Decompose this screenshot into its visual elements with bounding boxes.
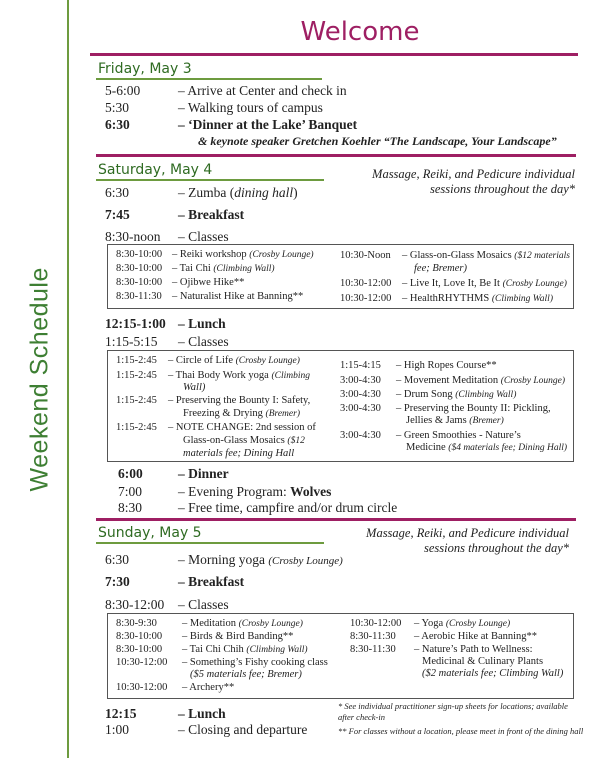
saturday-box2_left-2-it2: (Bremer)	[265, 409, 300, 419]
saturday-box2_left-3-text2: Glass-on-Glass Mosaics	[183, 435, 285, 446]
saturday-box1_left-0-it: (Crosby Lounge)	[249, 250, 314, 260]
schedule-entry	[105, 552, 343, 568]
schedule-entry	[340, 403, 551, 416]
schedule-entry	[116, 277, 244, 290]
saturday-box1_right-2-time: 10:30-12:00	[340, 293, 392, 304]
saturday-box2_left-3-it2: ($12	[287, 436, 305, 446]
saturday-box1_left-2-time: 8:30-10:00	[116, 277, 163, 288]
saturday-box1_left-1-text: – Tai Chi	[172, 263, 211, 274]
saturday-box2_right-1-it: (Crosby Lounge)	[500, 376, 565, 386]
sunday-box_left-0-it: (Crosby Lounge)	[238, 619, 303, 629]
schedule-entry	[406, 442, 567, 455]
saturday-box1_left-1-it: (Climbing Wall)	[213, 264, 275, 274]
saturday-r7-time: 7:00	[118, 484, 143, 499]
saturday-r3-text: – Classes	[178, 229, 229, 244]
sunday-r3-text: – Classes	[178, 597, 229, 612]
footnote-2: ** For classes without a location, please meet in front of the dining hall	[338, 726, 584, 736]
schedule-entry	[118, 466, 229, 482]
saturday-box2_right-1-time: 3:00-4:30	[340, 375, 381, 386]
sunday-box_left-2-time: 8:30-10:00	[116, 644, 163, 655]
schedule-entry	[183, 435, 305, 448]
saturday-box2_right-2-text: – Drum Song	[396, 389, 453, 400]
sidebar-title: Weekend Schedule	[25, 267, 54, 492]
saturday-rule	[96, 179, 324, 181]
friday-rows-1-text: – Walking tours of campus	[178, 100, 323, 115]
saturday-box1_left-0-text: – Reiki workshop	[172, 249, 247, 260]
schedule-entry	[183, 408, 300, 421]
saturday-box1_right-1-it: (Crosby Lounge)	[502, 279, 567, 289]
saturday-box2_right-3-text2: Jellies & Jams	[406, 415, 467, 426]
friday-rule	[96, 78, 322, 80]
schedule-entry	[116, 395, 310, 408]
saturday-box2_right-3-it2: (Bremer)	[469, 416, 504, 426]
schedule-entry	[105, 316, 226, 332]
sunday-box_left-3-it2: ($5 materials fee; Bremer)	[190, 669, 302, 680]
schedule-entry	[118, 484, 331, 500]
sunday-box_right-1-text: – Aerobic Hike at Banning**	[414, 631, 538, 642]
sunday-rule	[96, 542, 324, 544]
saturday-r2-text: – Breakfast	[178, 207, 245, 222]
schedule-entry	[105, 574, 244, 590]
sunday-box_right-0-time: 10:30-12:00	[350, 618, 402, 629]
sunday-box_left-3-text: – Something’s Fishy cooking class	[182, 657, 328, 668]
sunday-r5-time: 1:00	[105, 722, 130, 737]
saturday-box2_left-2-text: – Preserving the Bounty I: Safety,	[168, 395, 311, 406]
schedule-entry	[118, 500, 397, 516]
sunday-box_left-1-time: 8:30-10:00	[116, 631, 163, 642]
saturday-box2_left-0-text: – Circle of Life	[168, 355, 234, 366]
saturday-box2_right-0-time: 1:15-4:15	[340, 360, 381, 371]
saturday-box1_right-0-it2: fee; Bremer)	[414, 263, 467, 274]
saturday-r8-time: 8:30	[118, 500, 143, 515]
left-divider	[67, 0, 69, 758]
sunday-box_right-0-it: (Crosby Lounge)	[445, 619, 511, 629]
sunday-r2-text: – Breakfast	[178, 574, 245, 589]
sunday-r1-time: 6:30	[105, 552, 130, 567]
saturday-r6-time: 6:00	[118, 466, 143, 481]
saturday-box2_right-4-text: – Green Smoothies - Nature’s	[396, 430, 521, 441]
saturday-box2_left-1-time: 1:15-2:45	[116, 370, 157, 381]
friday-rows-1-time: 5:30	[105, 100, 130, 115]
saturday-box2_left-0-it: (Crosby Lounge)	[235, 356, 300, 366]
schedule-entry	[116, 631, 293, 644]
saturday-box2_left-2-text2: Freezing & Drying	[183, 408, 263, 419]
schedule-entry	[105, 185, 298, 201]
page-title: Welcome	[300, 17, 420, 47]
saturday-box2_left-2-time: 1:15-2:45	[116, 395, 157, 406]
saturday-box1_right-1-text: – Live It, Love It, Be It	[402, 278, 500, 289]
saturday-r7-text: – Evening Program:	[178, 484, 291, 499]
schedule-entry	[116, 249, 314, 262]
saturday-box2_left-3-it3: materials fee; Dining Hall	[183, 448, 295, 459]
friday-row	[105, 100, 323, 116]
saturday-r5-time: 1:15-5:15	[105, 334, 158, 349]
friday-rows-0-text: – Arrive at Center and check in	[178, 83, 347, 98]
saturday-box1_left-1-time: 8:30-10:00	[116, 263, 163, 274]
saturday-box1_left-3-text: – Naturalist Hike at Banning**	[172, 291, 304, 302]
saturday-box2_right-4-it2: ($4 materials fee; Dining Hall)	[448, 443, 568, 453]
sunday-box_right-0-text: – Yoga	[414, 618, 444, 629]
saturday-box2_right-2-time: 3:00-4:30	[340, 389, 381, 400]
saturday-box2_left-1-it: (Climbing	[271, 371, 310, 381]
saturday-box2_left-3-time: 1:15-2:45	[116, 422, 157, 433]
footnote-1: * See individual practitioner sign-up sheets for locations; available after check-in	[338, 701, 568, 722]
schedule-entry	[105, 334, 229, 350]
sunday-box_left-1-text: – Birds & Bird Banding**	[182, 631, 294, 642]
saturday-heading: Saturday, May 4	[98, 162, 213, 178]
saturday-box2_left-3-text: – NOTE CHANGE: 2nd session of	[168, 422, 316, 433]
saturday-box2_right-4-text2: Medicine	[406, 442, 446, 453]
sunday-note: Massage, Reiki, and Pedicure individual sessions throughout the day*	[366, 526, 569, 555]
schedule-entry	[340, 375, 565, 388]
sunday-box_left-2-text: – Tai Chi Chih	[182, 644, 244, 655]
saturday-box2_left-1-text: – Thai Body Work yoga	[168, 370, 269, 381]
schedule-entry	[116, 422, 316, 435]
saturday-box2_left-0-time: 1:15-2:45	[116, 355, 157, 366]
friday-rows-2-text: – ‘Dinner at the Lake’ Banquet	[178, 117, 358, 132]
sunday-r2-time: 7:30	[105, 574, 130, 589]
saturday-box2_left-1-text2: Wall)	[183, 382, 206, 393]
schedule-entry	[105, 229, 229, 245]
saturday-box2_right-0-text: – High Ropes Course**	[396, 360, 497, 371]
saturday-box2_right-1-text: – Movement Meditation	[396, 375, 499, 386]
schedule-entry	[116, 263, 275, 276]
schedule-entry	[116, 370, 310, 383]
saturday-r4-text: – Lunch	[178, 316, 226, 331]
saturday-rule-top	[96, 154, 576, 157]
friday-row	[105, 83, 347, 99]
saturday-box1_right-1-time: 10:30-12:00	[340, 278, 392, 289]
sunday-box_right-2-it2: ($2 materials fee; Climbing Wall)	[422, 668, 564, 679]
friday-row	[105, 117, 357, 133]
sunday-rule-top	[96, 518, 576, 521]
sunday-r4-text: – Lunch	[178, 706, 226, 721]
saturday-box2_right-3-text: – Preserving the Bounty II: Pickling,	[396, 403, 551, 414]
sunday-box_left-2-it: (Climbing Wall)	[246, 645, 308, 655]
schedule-entry	[116, 618, 303, 631]
saturday-box1_right-2-text: – HealthRHYTHMS	[402, 293, 490, 304]
sunday-box_right-2-time: 8:30-11:30	[350, 644, 396, 655]
schedule-entry	[350, 618, 510, 631]
schedule-entry	[116, 291, 303, 304]
schedule-entry	[350, 631, 537, 644]
saturday-box1_right-2-it: (Climbing Wall)	[491, 294, 553, 304]
saturday-r5-text: – Classes	[178, 334, 229, 349]
schedule-entry	[105, 706, 226, 722]
schedule-entry	[340, 389, 516, 402]
schedule-entry	[116, 657, 328, 670]
schedule-entry	[105, 597, 229, 613]
saturday-box2_right-4-time: 3:00-4:30	[340, 430, 381, 441]
saturday-box1_left-0-time: 8:30-10:00	[116, 249, 163, 260]
sunday-r1-text: – Morning yoga	[178, 552, 265, 567]
schedule-entry	[340, 250, 570, 263]
saturday-box2_right-3-time: 3:00-4:30	[340, 403, 381, 414]
saturday-r2-time: 7:45	[105, 207, 130, 222]
schedule-entry	[340, 293, 553, 306]
schedule-entry	[116, 644, 308, 657]
saturday-r1-end: )	[293, 185, 298, 200]
title-rule	[90, 53, 578, 56]
schedule-entry	[105, 722, 307, 738]
friday-rows-2-time: 6:30	[105, 117, 130, 132]
schedule-entry	[105, 207, 244, 223]
saturday-r4-time: 12:15-1:00	[105, 316, 166, 331]
sunday-box_left-4-text: – Archery**	[182, 682, 235, 693]
sunday-box_right-1-time: 8:30-11:30	[350, 631, 396, 642]
saturday-r1-it: dining hall	[234, 185, 294, 200]
sunday-box_right-2-text2: Medicinal & Culinary Plants	[422, 656, 544, 667]
sunday-r1-it: (Crosby Lounge)	[268, 555, 343, 567]
sunday-r4-time: 12:15	[105, 706, 137, 721]
saturday-note: Massage, Reiki, and Pedicure individual sessions throughout the day*	[372, 167, 575, 196]
schedule-entry	[340, 430, 521, 443]
saturday-box1_right-0-it: ($12 materials	[514, 251, 570, 261]
sunday-box_left-0-time: 8:30-9:30	[116, 618, 157, 629]
sunday-r5-text: – Closing and departure	[178, 722, 308, 737]
sunday-box_left-0-text: – Meditation	[182, 618, 236, 629]
schedule-entry	[340, 360, 497, 373]
saturday-r3-time: 8:30-noon	[105, 229, 161, 244]
friday-heading: Friday, May 3	[98, 61, 192, 77]
sunday-box_right-2-text: – Nature’s Path to Wellness:	[414, 644, 533, 655]
keynote: & keynote speaker Gretchen Koehler “The Landscape, Your Landscape”	[198, 134, 557, 148]
saturday-box1_right-0-text: – Glass-on-Glass Mosaics	[402, 250, 512, 261]
sunday-box_left-4-time: 10:30-12:00	[116, 682, 168, 693]
friday-rows-0-time: 5-6:00	[105, 83, 141, 98]
saturday-r7-bold: Wolves	[290, 484, 332, 499]
saturday-box1_left-3-time: 8:30-11:30	[116, 291, 162, 302]
sunday-r3-time: 8:30-12:00	[105, 597, 165, 612]
saturday-box1_right-0-time: 10:30-Noon	[340, 250, 391, 261]
saturday-r8-text: – Free time, campfire and/or drum circle	[178, 500, 398, 515]
sunday-box_left-3-time: 10:30-12:00	[116, 657, 168, 668]
schedule-entry	[116, 682, 234, 695]
saturday-box1_left-2-text: – Ojibwe Hike**	[172, 277, 245, 288]
saturday-r1-time: 6:30	[105, 185, 130, 200]
schedule-entry	[340, 278, 567, 291]
saturday-r1-text: – Zumba (	[178, 185, 235, 200]
schedule-entry	[406, 415, 504, 428]
schedule-entry	[350, 644, 533, 657]
saturday-r6-text: – Dinner	[178, 466, 229, 481]
schedule-entry	[116, 355, 300, 368]
saturday-box2_right-2-it: (Climbing Wall)	[455, 390, 517, 400]
sunday-heading: Sunday, May 5	[98, 525, 202, 541]
